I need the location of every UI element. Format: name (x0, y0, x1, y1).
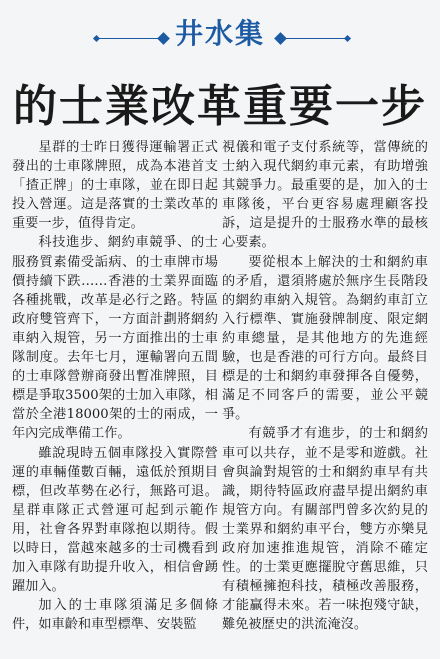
paragraph: 科技進步、網約車競爭、的士服務質素備受詬病、的士車牌市場價持續下跌……香港的士業界面臨各種挑戰，改革是必行之路。特區政府雙管齊下，一方面計劃將網約車納入規管，另一方面推出的士車隊制度。去年七月，運輸署向五間的士車隊營辦商發出暫准牌照，目標是爭取3500架的士加入車隊，相當於全港18000架的士的兩成，一年內完成準備工作。 (12, 235, 218, 442)
text-column-left (12, 138, 218, 650)
text-column-right (222, 138, 428, 650)
paragraph: 要從根本上解決的士和網約車的矛盾，還須將處於無序生長階段的網約車納入規管。為網約車訂立入行標準、實施發牌制度、限定網約車總量，是其他地方的先進經驗，也是香港的可行方向。最終目標是的士和網約車發揮各自優勢，滿足不同客戶的需要，並公平競爭。 (222, 254, 428, 423)
column-title: 井水集 (174, 17, 265, 50)
ornament-rule-left (98, 38, 164, 39)
column-header (0, 8, 440, 56)
paragraph: 雖說現時五個車隊投入實際營運的車輛僅數百輛，遠低於預期目標，但改革勢在必行，無路可退。星群車隊正式營運可起到示範作用，社會各界對車隊抱以期待。假以時日，當越來越多的士司機看到加入車隊有助提升收入，相信會踴躍加入。 (12, 445, 218, 595)
paragraph: 有競爭才有進步，的士和網約車可以共存，並不是零和遊戲。社會與論對規管的士和網約車早有共識，期待特區政府盡早提出網約車規管方向。有關部門曾多次約見的士業界和網約車平台，雙方亦樂見政府加速推進規管，消除不確定性。的士業更應擺脫守舊思維，只有積極擁抱科技，積極改善服務，才能贏得未來。若一味抱殘守缺，難免被歷史的洪流淹沒。 (222, 426, 428, 633)
paragraph-continued: 視儀和電子支付系統等，當傳統的士納入現代網約車元素，有助增強其競爭力。最重要的是，加入的士車隊後，平台更容易處理顧客投訴，這是提升的士服務水準的最核心要素。 (222, 140, 428, 251)
paragraph: 星群的士昨日獲得運輸署正式發出的士車隊牌照，成為本港首支「揸正牌」的士車隊，並在即日起投入營運。這是落實的士業改革的重要一步，值得肯定。 (12, 140, 218, 232)
article-body (12, 138, 428, 650)
headline: 的士業改革重要一步 (13, 81, 427, 132)
ornament-rule-right (280, 38, 346, 39)
paragraph: 加入的士車隊須滿足多個條件，如車齡和車型標準、安裝監 (12, 598, 218, 633)
